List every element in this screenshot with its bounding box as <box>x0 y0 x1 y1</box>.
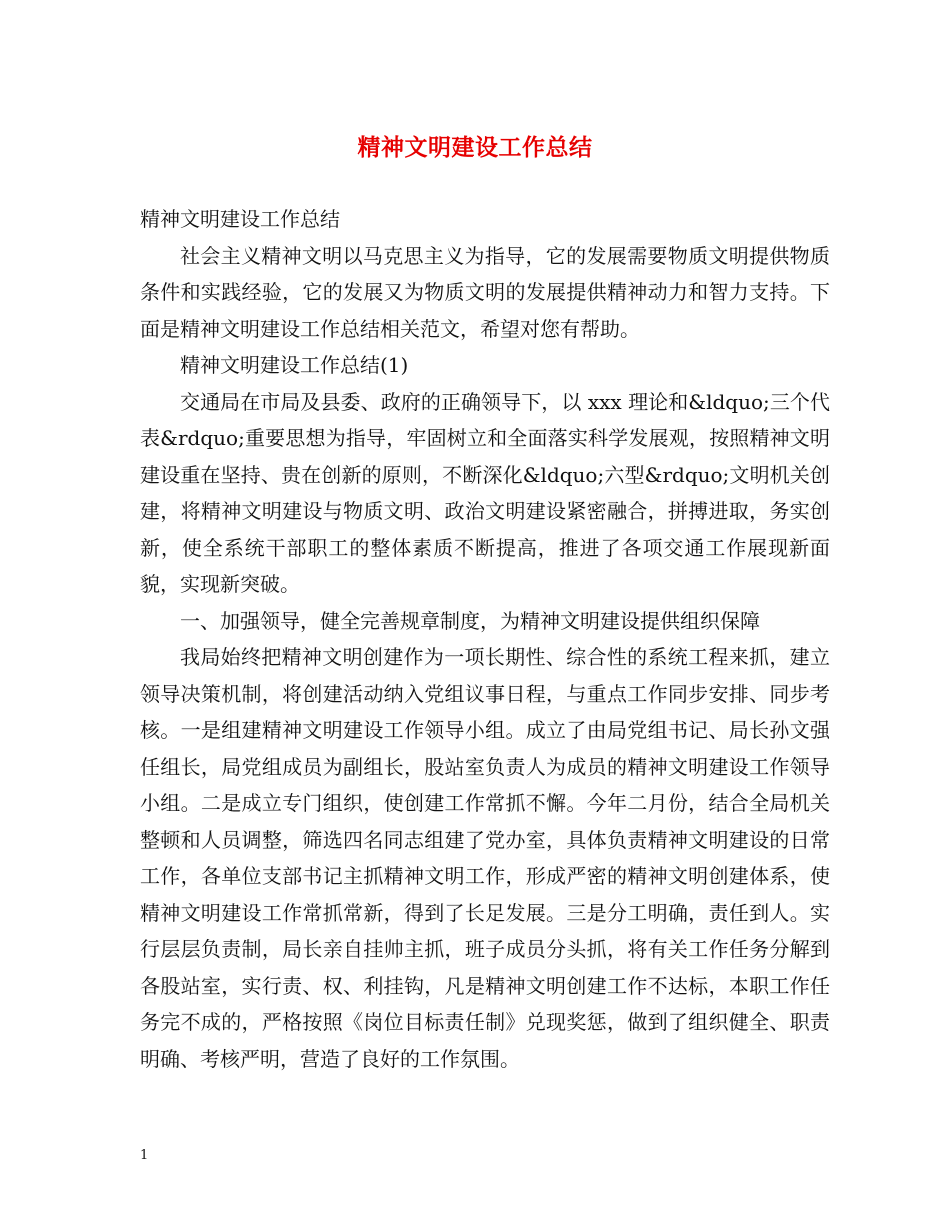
intro-paragraph: 社会主义精神文明以马克思主义为指导，它的发展需要物质文明提供物质条件和实践经验，它的发展又为物质文明的发展提供精神动力和智力支持。下面是精神文明建设工作总结相关范文，希望对您有帮助。 <box>140 243 830 341</box>
section-heading: 精神文明建设工作总结(1) <box>180 353 409 377</box>
page-number: 1 <box>140 1148 149 1163</box>
subsection-heading: 一、加强领导，健全完善规章制度，为精神文明建设提供组织保障 <box>180 608 760 633</box>
detail-paragraph: 我局始终把精神文明创建作为一项长期性、综合性的系统工程来抓，建立领导决策机制，将创建活动纳入党组议事日程，与重点工作同步安排、同步考核。一是组建精神文明建设工作领导小组。成立了由局党组书记、局长孙文强任组长，局党组成员为副组长，股站室负责人为成员的精神文明建设工作领导小组。二是成立专门组织，使创建工作常抓不懈。今年二月份，结合全局机关整顿和人员调整，筛选四名同志组建了党办室，具体负责精神文明建设的日常工作，各单位支部书记主抓精神文明工作，形成严密的精神文明创建体系，使精神文明建设工作常抓常新，得到了长足发展。三是分工明确，责任到人。实行层层负责制，局长亲自挂帅主抓，班子成员分头抓，将有关工作任务分解到各股站室，实行责、权、利挂钩，凡是精神文明创建工作不达标，本职工作任务完不成的，严格按照《岗位目标责任制》兑现奖惩，做到了组织健全、职责明确、考核严明，营造了良好的工作氛围。 <box>140 645 830 1071</box>
document-title: 精神文明建设工作总结 <box>357 135 593 161</box>
document-body <box>140 201 830 1077</box>
body-heading: 精神文明建设工作总结 <box>140 207 340 231</box>
overview-paragraph: 交通局在市局及县委、政府的正确领导下，以 xxx 理论和&ldquo;三个代表&rdquo;重要思想为指导，牢固树立和全面落实科学发展观，按照精神文明建设重在坚持、贵在创新的原则，不断深化&ldquo;六型&rdquo;文明机关创建，将精神文明建设与物质文明、政治文明建设紧密融合，拼搏进取，务实创新，使全系统干部职工的整体素质不断提高，推进了各项交通工作展现新面貌，实现新突破。 <box>140 389 830 596</box>
